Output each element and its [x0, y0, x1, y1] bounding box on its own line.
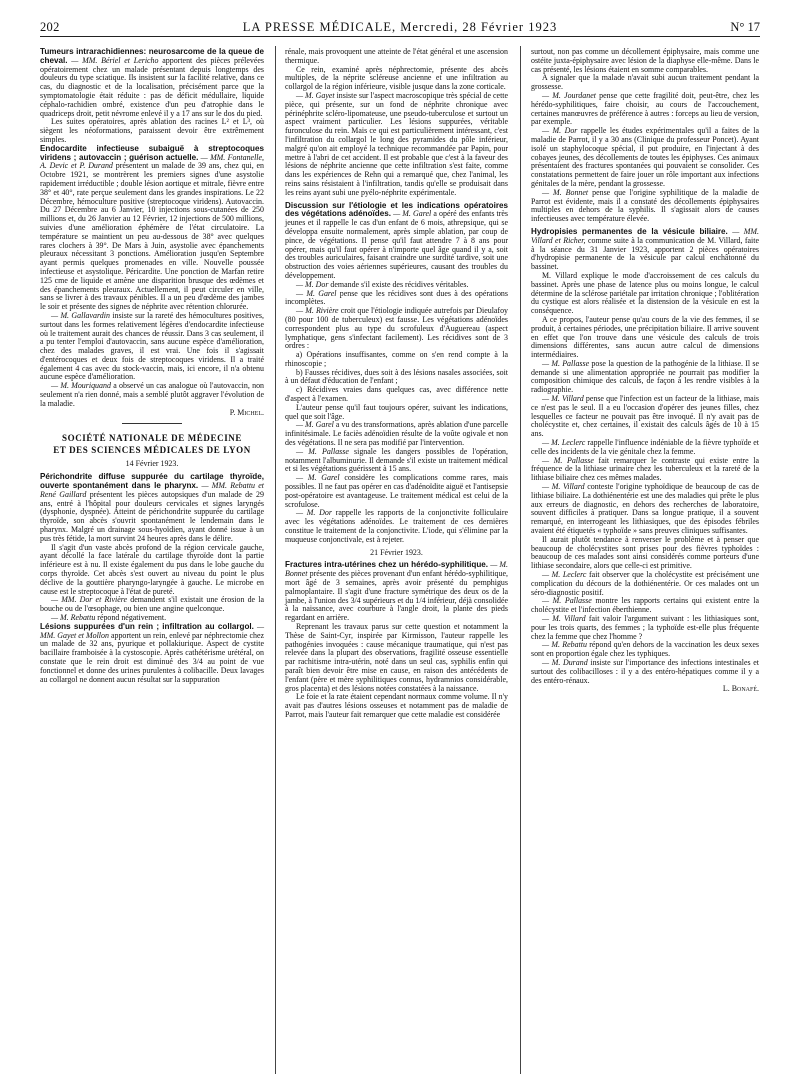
journal-title: [40, 20, 760, 35]
authors: — M. Rebattu: [542, 640, 587, 650]
paragraph: [40, 623, 264, 685]
paragraph: Ce rein, examiné après néphrectomie, présente des abcès multiples, de la néprite scléreuse ancienne et une infiltration au collargol de la région inférieure, visible jusque dans la zone corticale.: [285, 64, 508, 92]
paragraph: [285, 421, 508, 447]
authors: — M. Pallasse: [542, 455, 594, 465]
paragraph: [285, 448, 508, 474]
paragraph: Il s'agit d'un vaste abcès profond de la région cervicale gauche, ayant décollé la face latérale du cartilage thyroïde dont la partie inférieure est à nu. Il existe également du pus dans le lobe gauche du corps thyroïde. Cet abcès s'est ouvert au niveau du point le plus déclive de la gouttière pharyngo-laryngée à gauche. Le microbe en cause est le streptocoque à l'état de pureté.: [40, 542, 264, 596]
authors: — MM. Gayet et Mollon: [40, 621, 265, 640]
paragraph: [531, 92, 759, 127]
paragraph-text: croit que l'étiologie indiquée autrefois par Dieulafoy (80 pour 100 de tuberculeux) est fausse. Les végétations adénoïdes correspondent plus au type du scrofuleux d'Auguereau (aspect lymphatique, gens s'infectant facilement). Les récidives sont de 3 ordres :: [285, 306, 509, 351]
paragraph: [40, 596, 264, 614]
authors: — M. Dor: [296, 508, 332, 518]
paragraph-text: fait observer que la cholécystite est précisément une complication du décours de la dothiénentérie. Or ces malades ont un séro-diagnostic positif.: [531, 570, 759, 597]
list-item: a) Opérations insuffisantes, comme on s'en rend compte à la rhinoscopie ;: [285, 350, 508, 368]
column-divider: [520, 46, 521, 1074]
authors: — M. Pallasse: [296, 446, 349, 456]
paragraph: Reprenant les travaux parus sur cette question et notamment la Thèse de Saint-Cyr, inspirée par Kirmisson, l'auteur rappelle les pathogénies invoquées : cause mécanique traumatique, qui n'est pas relevée dans la plupart des observations, fragilité osseuse essentielle par rachitisme intra-utérin, noté dans un seul cas, syphilis enfin qui paraît bien devoir être mise en cause, en raison des antécédents de l'enfant (père et mère syphilitiques connus, hydramnios considérable, gros placenta) et des lésions notées constatées à la naissance.: [285, 622, 508, 693]
session-date: 21 Février 1923.: [370, 547, 423, 557]
paragraph: A signaler que la malade n'avait subi aucun traitement pendant la grossesse.: [531, 73, 759, 92]
authors: — M. Garel: [296, 420, 334, 430]
paragraph-text: pense que l'infection est un facteur de la lithiase, mais ce n'est pas le seul. Il a eu l'occasion d'opérer des jeunes filles, chez lesquelles ce facteur ne pouvait pas être invoqué. Il n'y avait pas de cholécystite et, chez certaines, il existait des calculs âgés de 10 à 15 ans.: [531, 394, 759, 439]
authors: — M. Dor: [296, 279, 329, 289]
paragraph: [40, 145, 264, 312]
paragraph-text: pense que les récidives sont dues à des opérations incomplètes.: [285, 288, 508, 307]
paragraph: [40, 48, 264, 118]
authors: — M. Jourdanet: [542, 90, 596, 100]
page-number: 202: [40, 20, 60, 34]
section-heading: Hydropisies permanentes de la vésicule biliaire.: [531, 226, 728, 236]
paragraph-text: insiste sur l'importance des infections intestinales et surtout des colibacilloses : il y a des entéro-hépatiques comme il y a des entéro-rénaux.: [531, 657, 759, 685]
paragraph: Il aurait plutôt tendance à renverser le problème et à penser que beaucoup de cholécystites sont prises pour des fièvres typhoïdes : beaucoup de ces malades sont ainsi considérés comme porteurs d'une lithiase secondaire, alors que celle-ci est primitive.: [531, 534, 759, 571]
paragraph: M. Villard explique le mode d'accroissement de ces calculs du bassinet. Après une phase de latence plus ou moins longue, le calcul détermine de la sclérose pariétale par irritation chronique ; l'oblitération du cystique est alors réalisée et la distension de la vésicule en est la conséquence.: [531, 270, 759, 316]
paragraph-text: a opéré des enfants très jeunes et il rappelle le cas d'un enfant de 6 mois, athrepsique, qui se développa ensuite normalement, après simple ablation, par coup de pince, de végétations. Il pense qu'il faut attendre 7 à 8 ans pour opérer, mais qu'il faut opérer à n'importe quel âge quand il y a, soit des troubles auriculaires, faisant craindre une surdité tardive, soit une obstruction des voies aériennes supérieures, causant des troubles du développement.: [285, 209, 508, 280]
paragraph-text: rappelle les rapports de la conjonctivite folliculaire avec les végétations adénoïdes. Le traitement de ces dernières constitue le traitement de la conjonctivite. L'iode, qui s'élimine par la muqueuse conjonctivale, est à rejeter.: [285, 508, 509, 544]
paragraph: [531, 615, 759, 641]
paragraph-text: fait valoir l'argument suivant : les lithiasiques sont, pour les trois quarts, des femmes ; la typhoïde est-elle plus fréquente chez la femme que chez l'homme ?: [531, 614, 760, 641]
signature: L. Bonafé.: [722, 684, 759, 694]
authors: — M. Pallasse: [542, 358, 590, 368]
authors: — M. Villard: [542, 614, 586, 623]
paragraph: Les suites opératoires, après ablation des racines L² et L³, où siègent les néoformations, paraissent devoir être extrêmement simples.: [40, 117, 264, 144]
paragraph: L'auteur pense qu'il faut toujours opérer, suivant les indications, quel que soit l'âge.: [285, 402, 508, 421]
society-heading: [40, 432, 264, 456]
section-heading: Lésions suppurées d'un rein ; infiltration au collargol.: [40, 621, 254, 631]
paragraph-text: conteste l'origine typhoïdique de beaucoup de cas de lithiase biliaire. La dothiénentérie est une des maladies qui prête le plus aux erreurs de diagnostic, en dehors des recherches de laboratoire, souvent difficiles à pratiquer. Dans sa longue pratique, il a souvent remarqué, en interrogeant les lithiasiques, que des épisodes fébriles avaient été étiquetés « typhoïde » sans preuves cliniques suffisantes.: [531, 482, 759, 536]
paragraph: [531, 483, 759, 536]
authors: — M. Rebattu: [51, 613, 96, 623]
list-item: b) Fausses récidives, dues soit à des lésions nasales associées, soit à un défaut d'éducation de l'enfant ;: [285, 367, 508, 386]
column-left: [40, 48, 264, 684]
section-heading: Tumeurs intrarachidiennes: neurosarcome de la queue de cheval.: [40, 47, 264, 65]
column-middle: [285, 48, 508, 720]
paragraph-text: présente des pièces provenant d'un enfant hérédo-syphilitique, mort âgé de 3 semaines, après avoir présenté du pemphigus palmoplantaire. Il s'agit d'une fracture symétrique des deux os de la jambe, à l'union des 3/4 supérieurs et du 1/4 inférieur, déjà consolidée à la naissance, avec courbure à l'angle droit, la plante des pieds regardant en arrière.: [285, 569, 508, 623]
paragraph: [285, 92, 508, 198]
authors: — M. Leclerc: [542, 438, 586, 448]
society-name-line: ET DES SCIENCES MÉDICALES DE LYON: [53, 445, 251, 456]
paragraph: [285, 561, 508, 623]
journal-name: LA PRESSE MÉDICALE: [242, 20, 393, 34]
authors: — M. Garel: [393, 209, 432, 219]
paragraph-text: signale les dangers possibles de l'opération, notamment l'albuminurie. Il demande s'il existe un traitement médical et si les végétations guérissent à 15 ans.: [285, 446, 508, 474]
paragraph-text: présentent un malade de 39 ans, chez qui, en Octobre 1921, se montrèrent les premiers signes d'une asystolie rapidement irréductible ; double lésion aortique et mitrale, fièvre entre 38° et 40°, rate perçue seulement dans les grandes inspirations. Le 22 Décembre, hémoculture positive (streptocoque viridens). Autovaccin. Du 27 Décembre au 6 Janvier, 10 injections sous-cutanées de 250 millions et, du 26 Janvier au 12 Février, 12 injections de 500 millions, suivies d'une amélioration éphémère de l'état circulatoire. La température se maintient un peu au-dessous de 38° avec quelques rares clochers à 39°. De Mars à Juin, asystolie avec épanchements pleuraux nécessitant 3 ponctions. Amélioration jusqu'en Septembre ayant permis quelques promenades en ville. Nouvelle poussée infectieuse et asystolique. Péricardite. Une ponction de Marfan retire 125 cme de liquide et amène une disparition brusque des œdèmes et des épanchements pleuraux. Actuellement, il peut circuler en ville, sans se livrer à des travaux pénibles. Il a un peu d'œdème des jambes le soir et présente des signes de néphrite avec rétention chlorurée.: [40, 161, 265, 312]
paragraph-text: répond qu'en dehors de la vaccination les deux sexes sont en proportion égale chez les typhiques.: [531, 640, 760, 659]
paragraph: [531, 457, 759, 483]
authors: — M. Dor: [542, 126, 578, 136]
list-item: c) Récidives vraies dans quelques cas, avec différence nette d'aspect à l'examen.: [285, 385, 508, 404]
section-heading: Périchondrite diffuse suppurée du cartilage thyroïde, ouverte spontanément dans le pharynx.: [40, 472, 264, 491]
paragraph: [531, 127, 759, 189]
paragraph: [40, 312, 264, 382]
society-name-line: SOCIÉTÉ NATIONALE DE MÉDECINE: [61, 433, 242, 444]
section-heading: Discussion sur l'étiologie et les indications opératoires des végétations adénoïdes.: [285, 200, 508, 219]
paragraph-text: rappelle l'influence indéniable de la fièvre typhoïde et celle des incidents de la vie génitale chez la femme.: [531, 438, 759, 456]
paragraph: rénale, mais provoquent une atteinte de l'état général et une ascension thermique.: [285, 47, 508, 65]
paragraph: [531, 439, 759, 457]
authors: — MM. Rebattu et René Gaillard: [40, 481, 265, 499]
column-right: [531, 48, 759, 694]
authors: — M. Leclerc: [542, 570, 587, 580]
paragraph-text: pense que l'origine syphilitique de la maladie de Parrot est évidente, mais il a constaté des décollements épiphysaires multiples en dehors de la syphilis. Il s'agissait alors de causes infectieuses avec température élevée.: [531, 187, 760, 224]
authors: — MM. Fontanelle, A. Devic et P. Durand: [40, 152, 264, 171]
signature: P. Michel.: [229, 407, 264, 417]
paragraph-text: fait remarquer le contraste qui existe entre la fréquence de la lithiase urinaire chez les tuberculeux et la rareté de la lithiase biliaire chez ces mêmes malades.: [531, 455, 759, 483]
paragraph: [285, 290, 508, 308]
page-header: [40, 16, 760, 37]
authors: — MM. Dor et Rivière: [51, 595, 128, 605]
paragraph-text: apportent un rein, enlevé par néphrectomie chez un malade de 32 ans, pyurique et pollakiurique. Aspect de cystite bacillaire framboisée à la cystoscopie. Après cathétérisme urétéral, on constate que le rein droit est diminué des 3/4 au point de vue fonctionnel et donne des urines purulentes à colibacille. Deux lavages au collargol ne donnent aucun résultat sur la suppuration: [40, 630, 264, 684]
paragraph-text: pense que cette fragilité doit, peut-être, chez les hérédo-syphilitiques, faire choisir, au cours de l'accouchement, certaines manœuvres de préférence à autres : forceps au lieu de version, par exemple.: [531, 90, 760, 127]
paragraph: surtout, non pas comme un décollement épiphysaire, mais comme une ostéite juxta-épiphysaire avec lésion de la diaphyse elle-même. Dans le cas présenté, les lésions étaient en somme comparables.: [531, 47, 759, 74]
paragraph: A ce propos, l'auteur pense qu'au cours de la vie des femmes, il se produit, à certaines périodes, une précipitation biliaire. Il arrive souvent en effet que l'on trouve dans une vésicule des calculs de trois dimensions différentes, sans aucun autre calcul de dimensions intermédiaires.: [531, 314, 759, 360]
paragraph-text: a vu des transformations, après ablation d'une parcelle infinitésimale. Le faciès adénoïdien résulte de la voûte ogivale et non des végétations. Il ne sera pas modifié par l'intervention.: [285, 420, 508, 448]
paragraph: [285, 202, 508, 281]
paragraph: [40, 382, 264, 408]
paragraph-text: insiste sur l'aspect macroscopique très spécial de cette pièce, qui présente, sur un fond de néphrite chronique avec périnéphrite scléro-lipomateuse, une pseudo-tuberculose et surtout un aspect vraiment particulier. Les lésions suppurées, véritable furonculose du rein. Mais ce qui est particulièrement intéressant, c'est l'infiltration du collargol le long des pyramides du pôle inférieur, malgré qu'on ait employé la technique recommandée par Papin, pour mettre à l'abri de cet accident. Il est probable que c'est à la faveur des lésions de néphrite ancienne que cette infiltration s'est faite, comme dans les expériences de Rehn qui a remarqué que, chez l'animal, les reins sains résistaient à l'infiltration, tandis qu'elle se produisait dans les reins ayant subi une pyélo-néphrite expérimentale.: [285, 90, 508, 197]
issue-date: , Mercredi, 28 Février 1923: [392, 20, 558, 34]
paragraph: [531, 189, 759, 224]
paragraph-text: insiste sur la rareté des hémocultures positives, surtout dans les formes relativement légères d'endocardite infectieuse où le traitement aurait des chances de réussir. Dans 3 cas seulement, il a pu tenter l'emploi d'autovaccin, sans aucune espèce d'amélioration, chez des malades graves, il est vrai. Une fois il s'agissait d'entérocoques et deux fois de streptocoques viridens. Il a traité également 4 cas avec du stock-vaccin, mais, ici encore, il n'a obtenu aucune espèce d'amélioration.: [40, 310, 265, 382]
paragraph: [285, 509, 508, 544]
authors: — MM. Villard et Richer,: [531, 226, 760, 245]
paragraph-text: montre les rapports certains qui existent entre la cholécystite et l'infection éberthienne.: [531, 596, 759, 615]
paragraph: [531, 641, 759, 659]
paragraph: [285, 307, 508, 351]
paragraph: Le foie et la rate étaient cependant normaux comme volume. Il n'y avait pas d'autres lésions osseuses et notamment pas de maladie de Parrot, mais l'auteur fait remarquer que cette maladie est considérée: [285, 692, 508, 719]
paragraph: [285, 474, 508, 509]
paragraph: [531, 395, 759, 439]
paragraph-text: considère les complications comme rares, mais possibles. Il ne faut pas opérer en cas d'adénoïdite aiguë et l'antisepsie post-opératoire est avantageuse. Le traitement médical est celui de la scrofulose.: [285, 473, 508, 509]
authors: — M. Pallasse: [542, 596, 592, 606]
paragraph-text: apportent des pièces prélevées opératoirement chez un malade présentant depuis longtemps des douleurs du type sciatique. Ils insistent sur la facilité relative, dans ce cas, du diagnostic et de la localisation, précisément parce que la symptomatologie était réduite : pas de déficit médullaire, liquide céphalo-rachidien ombré, existence d'un peu d'atrophie dans le quadriceps droit, petit névrome enlevé il y a 17 ans sur le dos du pied.: [40, 55, 265, 118]
section-heading: Fractures intra-utérines chez un hérédo-syphilitique.: [285, 560, 489, 570]
paragraph-text: comme suite à la communication de M. Villard, faite à la séance du 31 Janvier 1923, apportent 2 pièces opératoires d'hydropisie permanente de la vésicule par calcul enchâtonné du bassinet.: [531, 235, 759, 272]
divider: [122, 423, 182, 424]
authors: — M. Villard: [542, 394, 584, 404]
paragraph: [40, 473, 264, 543]
paragraph: [531, 659, 759, 685]
authors: — M. Durand: [542, 657, 588, 667]
paragraph-text: demande s'il existe des récidives véritables.: [330, 279, 469, 289]
authors: — M. Bonnet: [285, 560, 509, 579]
authors: — M. Bonnet: [542, 187, 589, 197]
session-date: 14 Février 1923.: [125, 459, 179, 469]
authors: — M. Garel: [296, 288, 337, 298]
paragraph-text: pose la question de la pathogénie de la lithiase. Il se demande si une alimentation appropriée ne pourrait pas modifier la composition chimique des calculs, de façon à les rendre visibles à la radiographie.: [531, 358, 759, 395]
paragraph: [531, 597, 759, 615]
issue-number: N° 17: [730, 20, 760, 34]
authors: — M. Gayet: [296, 90, 335, 100]
paragraph: [531, 228, 759, 272]
paragraph-text: présentent les pièces autopsiques d'un malade de 29 ans, entré à l'hôpital pour douleurs cervicales et signes laryngés (dysphonie, dyspnée). Atteint de périchondrite suppurée du cartilage thyroïde, son abcès s'ouvrit spontanément le lendemain dans le pharynx. Malgré un drainage sous-hyoïdien, ayant donné issue à un pus très fétide, la mort survint 24 heures après dans le délire.: [40, 489, 264, 543]
paragraph: [531, 571, 759, 597]
paragraph: [531, 360, 759, 395]
authors: — M. Mouriquand: [51, 381, 111, 391]
paragraph-text: a observé un cas analogue où l'autovaccin, non seulement n'a rien donné, mais a semblé plutôt aggraver l'évolution de la maladie.: [40, 381, 265, 408]
authors: — M. Villard: [542, 482, 585, 492]
authors: — M. Garel: [296, 473, 340, 483]
section-heading: Endocardite infectieuse subaiguë à streptocoques viridens ; autovaccin ; guérison actuelle.: [40, 143, 264, 162]
column-divider: [275, 46, 276, 1074]
authors: — M. Gallavardin: [51, 310, 110, 320]
authors: — M. Rivière: [296, 306, 339, 316]
paragraph-text: demandent s'il existait une érosion de la bouche ou de l'œsophage, ou bien une angine quelconque.: [40, 595, 264, 614]
paragraph-text: rappelle les études expérimentales qu'il a faites de la maladie de Parrot, il y a 30 ans (Clinique du professeur Poncet). Ayant isolé un staphylocoque spécial, il put produire, en l'injectant à des cobayes jeunes, des décollements de toutes les épiphyses. Ces animaux présentaient des fractures spontanées qui pouvaient se consolider. Ces constatations permettent de faire jouer un rôle important aux infections génitales de la mère, pendant la grossesse.: [531, 126, 759, 188]
paragraph-text: répond négativement.: [97, 613, 167, 623]
authors: — MM. Bériel et Lericho: [71, 55, 159, 65]
